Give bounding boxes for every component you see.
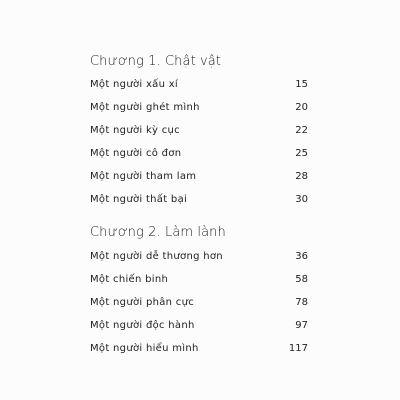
toc-entry-title: Một người ghét mình xyxy=(90,102,200,113)
toc-entry-title: Một người độc hành xyxy=(90,320,195,331)
toc-entry-page: 97 xyxy=(295,320,308,331)
toc-entry xyxy=(90,102,308,116)
toc-entry xyxy=(90,79,308,93)
toc-entry-title: Một chiến binh xyxy=(90,274,169,285)
chapter-1-title: Chương 1. Chật vật xyxy=(90,54,222,69)
toc-entry-title: Một người phân cực xyxy=(90,297,195,308)
toc-entry-page: 36 xyxy=(295,251,308,262)
toc-entry-page: 25 xyxy=(295,148,308,159)
toc-entry-page: 20 xyxy=(295,102,308,113)
toc-entry-title: Một người kỳ cục xyxy=(90,125,180,136)
toc-entry-page: 58 xyxy=(295,274,308,285)
toc-entry-title: Một người xấu xí xyxy=(90,79,179,90)
toc-entry-title: Một người hiểu mình xyxy=(90,343,199,354)
toc-entry-page: 15 xyxy=(295,79,308,90)
toc-entry xyxy=(90,125,308,139)
toc-entry xyxy=(90,320,308,334)
toc-entry-title: Một người thất bại xyxy=(90,194,188,205)
toc-entry xyxy=(90,194,308,208)
toc-entry-page: 117 xyxy=(288,343,308,354)
toc-entry-title: Một người dễ thương hơn xyxy=(90,251,223,262)
toc-entry-title: Một người tham lam xyxy=(90,171,197,182)
toc-entry xyxy=(90,274,308,288)
chapter-2-title: Chương 2. Làm lành xyxy=(90,225,226,240)
toc-entry-page: 30 xyxy=(295,194,308,205)
toc-entry-page: 28 xyxy=(295,171,308,182)
toc-entry xyxy=(90,297,308,311)
toc-entry xyxy=(90,171,308,185)
toc-entry xyxy=(90,343,308,357)
toc-entry-title: Một người cô đơn xyxy=(90,148,182,159)
toc-entry-page: 78 xyxy=(295,297,308,308)
toc-entry-page: 22 xyxy=(295,125,308,136)
toc-entry xyxy=(90,251,308,265)
toc-entry xyxy=(90,148,308,162)
